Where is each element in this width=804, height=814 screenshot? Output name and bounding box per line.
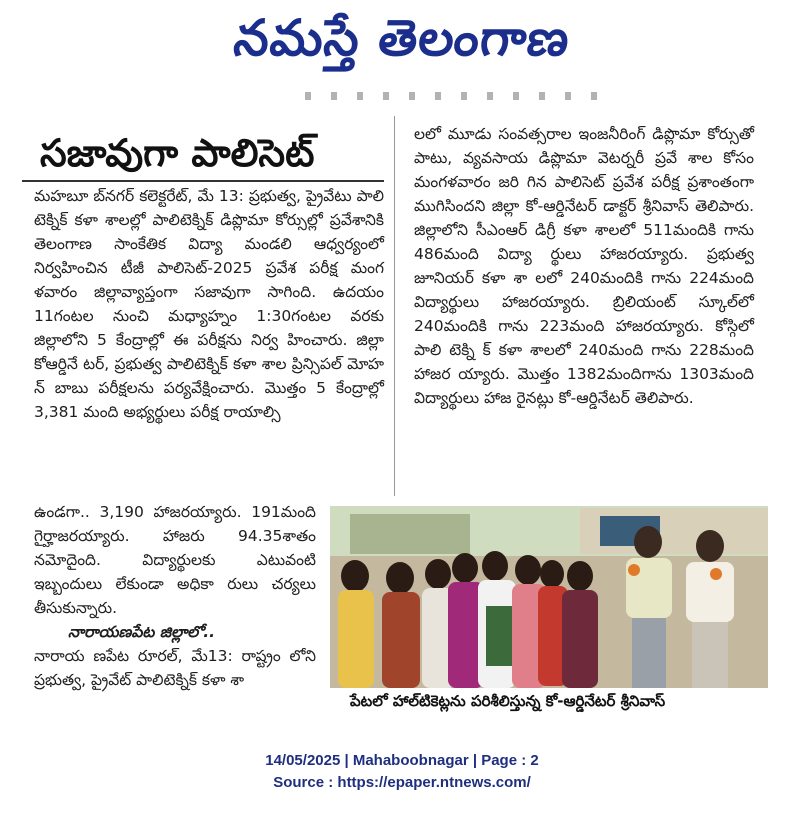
article-bottom-column (34, 500, 316, 692)
news-photo (330, 506, 768, 688)
bottom-paragraph: ఉండగా.. 3,190 హాజరయ్యారు. 191మంది గైర్హాజరయ్యారు. హాజరు 94.35శాతం నమోదైంది. విద్యార్థులకు ఎటువంటి ఇబ్బందులు లేకుండా అధికా రులు చర్యలు తీసుకున్నారు. (34, 503, 316, 617)
source-link[interactable]: Source : https://epaper.ntnews.com/ (273, 774, 531, 791)
photo-illustration (330, 506, 768, 688)
edition-info: 14/05/2025 | Mahaboobnagar | Page : 2 (265, 752, 539, 769)
newspaper-logo: నమస్తే తెలంగాణ (231, 9, 573, 67)
subheading-paragraph: నారాయ ణపేట రూరల్, మే13: రాష్ట్రం లోని ప్రభుత్వ, ప్రైవేట్ పాలిటెక్నిక్ కళా శా (34, 647, 316, 689)
subheading: నారాయణపేట జిల్లాలో.. (68, 623, 216, 641)
article-right-column (414, 122, 754, 410)
photo-caption: పేటలో హాల్‌టికెట్లను పరిశీలిస్తున్న కో-ఆర్డినేటర్ శ్రీనివాస్ (350, 692, 666, 710)
headline-rule (22, 180, 384, 182)
masthead (0, 0, 804, 80)
column-divider (394, 116, 395, 496)
left-paragraph: మహబూ బ్‌నగర్ కలెక్టరేట్, మే 13: ప్రభుత్వ, ప్రైవేటు పాలి టెక్నిక్ కళా శాలల్లో పాలిటెక్నిక్ డిప్లొమా కోర్సుల్లో ప్రవేశానికి తెలంగాణ సాంకేతిక విద్యా మండలి ఆధ్వర్యంలో నిర్వహించిన టీజీ పాలిసెట్-2025 ప్రవేశ పరీక్ష మంగ ళవారం జిల్లావ్యాప్తంగా సజావుగా సాగింది. ఉదయం 11గంటల నుంచి మధ్యాహ్నం 1:30గంటల వరకు జిల్లాలోని 5 కేంద్రాల్లో ఈ పరీక్షను నిర్వ హించారు. జిల్లా కోఆర్డినే టర్, ప్రభుత్వ పాలిటెక్నిక్ కళా శాల ప్రిన్సిపల్ మోహ న్ బాబు పరీక్షలను పర్యవేక్షించారు. మొత్తం 5 కేంద్రాల్లో 3,381 మంది అభ్యర్థులు పరీక్ష రాయాల్సి (34, 187, 384, 421)
article-headline: సజావుగా పాలిసెట్ (40, 131, 315, 175)
right-paragraph: లలో మూడు సంవత్సరాల ఇంజనీరింగ్ డిప్లొమా కోర్సుతో పాటు, వ్యవసాయ డిప్లొమా వెటర్నరీ ప్రవే శాల కోసం మంగళవారం జరి గిన పాలిసెట్ ప్రవేశ పరీక్ష ప్రశాంతంగా ముగిసిందని జిల్లా కో-ఆర్డినేటర్ డాక్టర్ శ్రీనివాస్ తెలిపారు. జిల్లాలోని సీఎంఆర్ డిగ్రీ కళా శాలలో 511మందికి గాను 486మంది విద్యా ర్థులు హాజరయ్యారు. ప్రభుత్వ జూనియర్ కళా శా లలో 240మందికి గాను 224మంది విద్యార్థులు హాజరయ్యారు. బ్రిలియంట్ స్కూల్‌లో 240మందికి గాను 223మంది హాజరయ్యారు. కోస్గిలో పాలి టెక్ని క్ కళా శాలలో 240మంది గాను 228మంది హాజర య్యారు. మొత్తం 1382మందిగాను 1303మంది విద్యార్థులు హాజ రైనట్లు కో-ఆర్డినేటర్ తెలిపారు. (414, 125, 754, 407)
article-left-column (34, 184, 384, 424)
header-strip (305, 92, 605, 100)
